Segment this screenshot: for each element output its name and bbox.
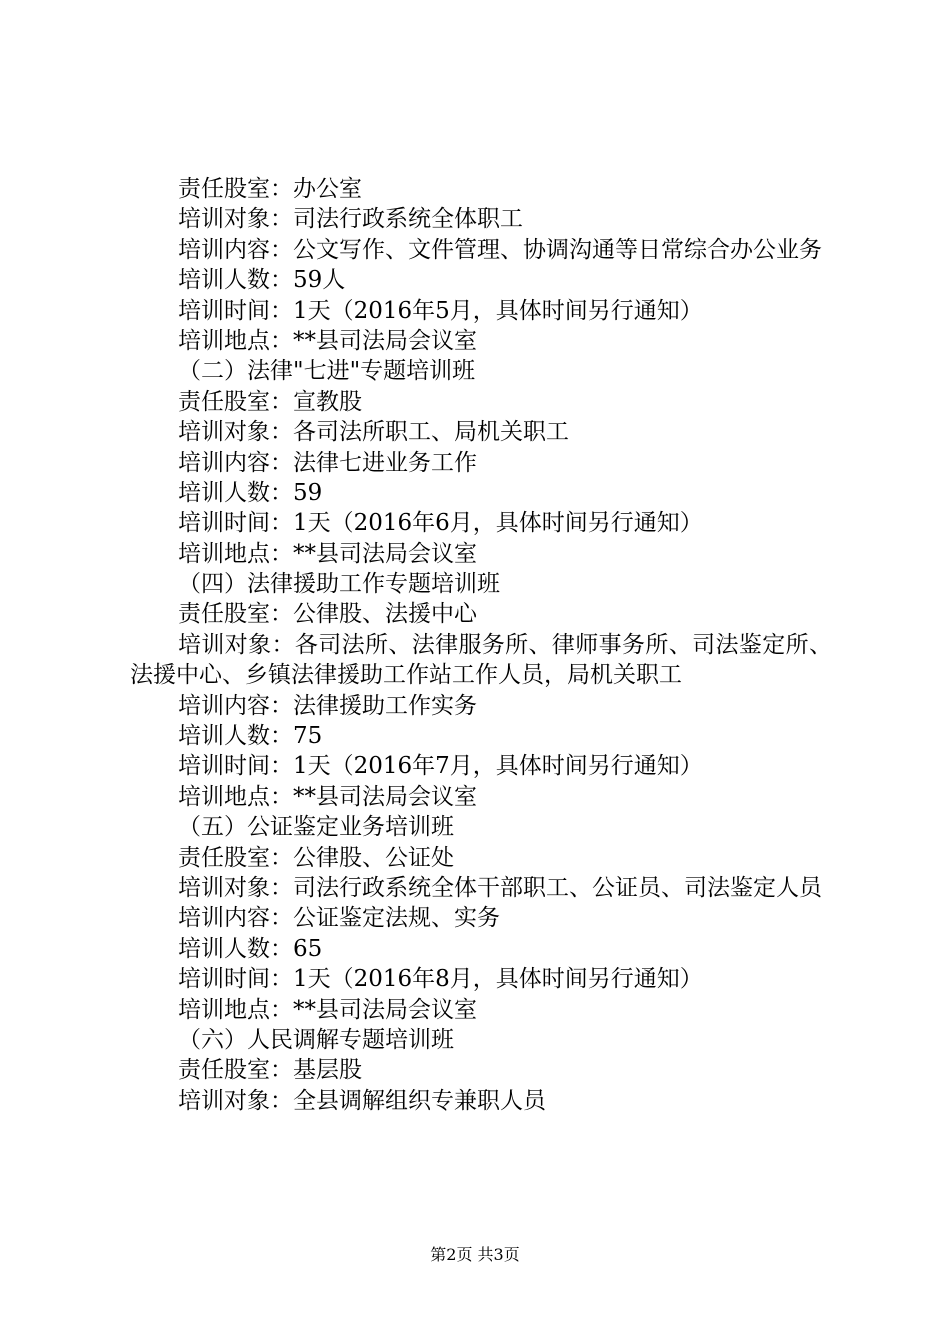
text-line: 培训人数：65 [178, 935, 323, 962]
text-line: 培训地点：**县司法局会议室 [178, 996, 477, 1023]
section-heading: （六）人民调解专题培训班 [178, 1027, 454, 1053]
text-line: 培训时间：1天（2016年7月，具体时间另行通知） [178, 753, 703, 780]
text-line: 培训人数：59人 [178, 267, 346, 294]
page-footer: 第2页 共3页 [430, 1245, 520, 1264]
text-line: 培训人数：59 [178, 479, 323, 506]
text-line: 培训人数：75 [178, 723, 323, 750]
text-line: 培训内容：法律援助工作实务 [178, 692, 477, 719]
text-line: 责任股室：公律股、公证处 [178, 844, 454, 871]
text-line: 培训时间：1天（2016年6月，具体时间另行通知） [178, 510, 703, 537]
text-line: 责任股室：公律股、法援中心 [178, 601, 477, 628]
text-line: 培训内容：法律七进业务工作 [178, 449, 477, 476]
text-line: 培训对象：全县调解组织专兼职人员 [178, 1087, 546, 1114]
text-line: 培训时间：1天（2016年5月，具体时间另行通知） [178, 297, 703, 324]
text-paragraph: 培训内容：公文写作、文件管理、协调沟通等日常综合办公业务 [178, 236, 822, 263]
section-heading: （二）法律"七进"专题培训班 [178, 358, 476, 385]
text-line: 培训对象：各司法所职工、局机关职工 [178, 419, 569, 446]
text-line: 培训内容：公证鉴定法规、实务 [178, 905, 500, 932]
text-line: 培训对象：司法行政系统全体职工 [178, 206, 523, 233]
text-line: 培训地点：**县司法局会议室 [178, 327, 477, 354]
text-line: 培训地点：**县司法局会议室 [178, 540, 477, 567]
document-body [130, 174, 832, 1116]
text-line: 培训地点：**县司法局会议室 [178, 783, 477, 810]
text-line: 培训时间：1天（2016年8月，具体时间另行通知） [178, 966, 703, 993]
text-paragraph: 培训对象：司法行政系统全体干部职工、公证员、司法鉴定人员 [178, 875, 822, 902]
text-line: 责任股室：基层股 [178, 1057, 362, 1084]
text-paragraph: 培训对象：各司法所、法律服务所、律师事务所、司法鉴定所、法援中心、乡镇法律援助工作站工作人员，局机关职工 [130, 631, 832, 689]
section-heading: （四）法律援助工作专题培训班 [178, 571, 500, 598]
section-heading: （五）公证鉴定业务培训班 [178, 814, 454, 841]
text-line: 责任股室：宣教股 [178, 388, 362, 415]
text-line: 责任股室：办公室 [178, 176, 362, 202]
